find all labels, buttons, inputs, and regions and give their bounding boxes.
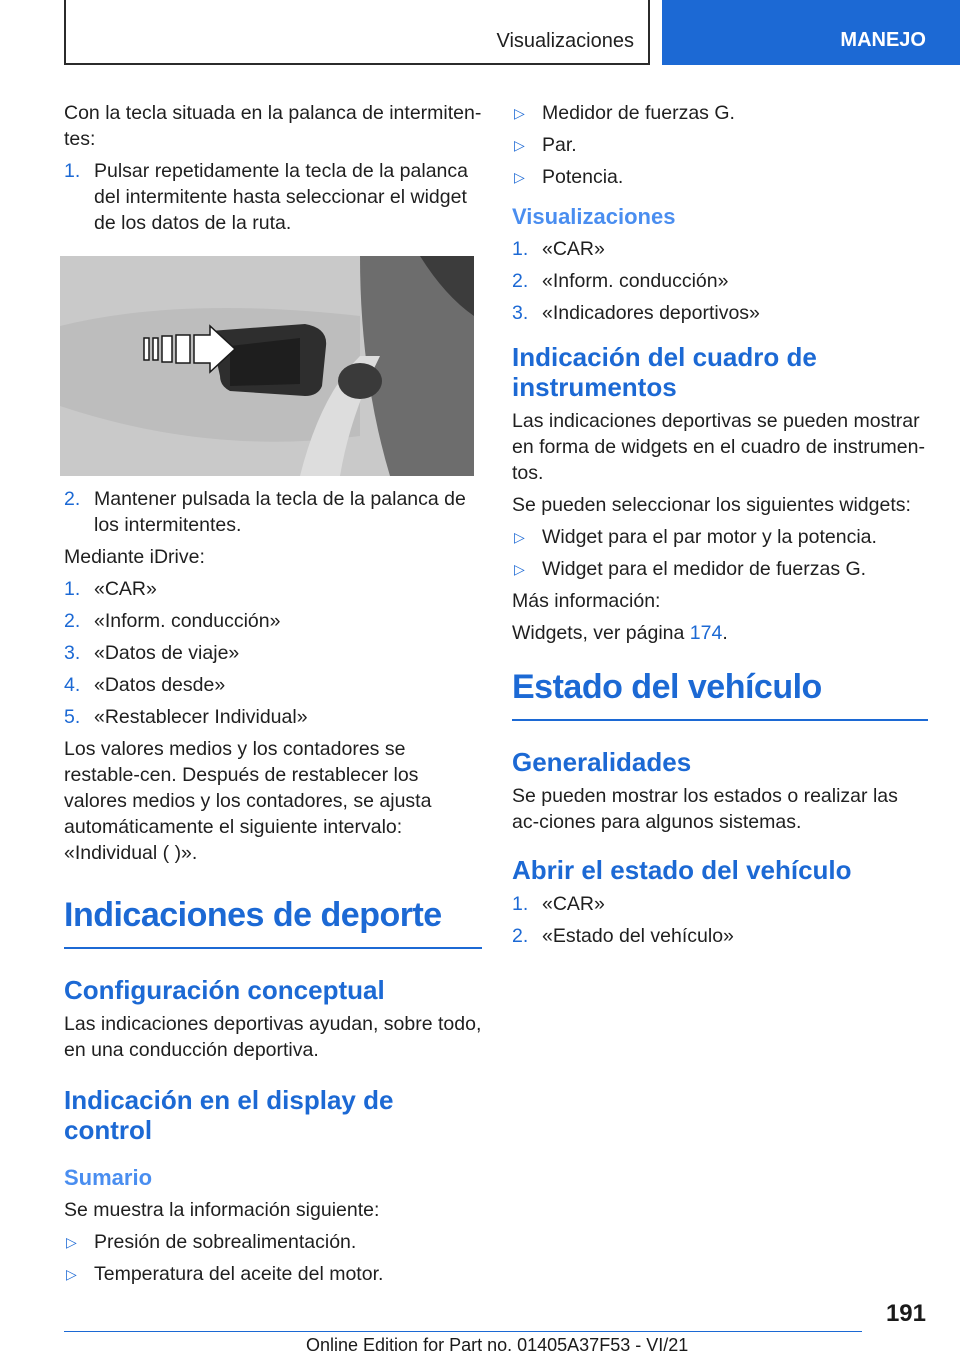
views-steps-list (512, 236, 928, 326)
heading-control-display: Indicación en el display de control (64, 1085, 394, 1145)
header-section-box (64, 0, 650, 65)
intro-text: Con la tecla situada en la palanca de intermiten‐tes: (64, 102, 482, 150)
list-item (512, 268, 928, 294)
widgets-label: Se pueden seleccionar los siguientes widgets: (512, 494, 911, 516)
step-number: 1. (64, 578, 81, 600)
footer-divider (64, 1331, 862, 1332)
steps-list-b (64, 486, 482, 538)
step-text: «Datos de viaje» (94, 642, 240, 664)
step-text: «Indicadores deportivos» (542, 302, 760, 324)
step-text: «Estado del vehículo» (542, 925, 734, 947)
step-number: 4. (64, 674, 81, 696)
item-text: Presión de sobrealimentación. (94, 1231, 357, 1253)
list-item (512, 891, 928, 917)
list-item (512, 524, 928, 550)
step-text: «Inform. conducción» (542, 270, 729, 292)
concept-text: Las indicaciones deportivas ayudan, sobre todo, en una conducción deportiva. (64, 1013, 482, 1061)
triangle-bullet-icon: ▷ (514, 137, 525, 153)
heading-summary: Sumario (64, 1165, 153, 1190)
header-chapter-label: MANEJO (840, 29, 926, 51)
item-text: Widget para el medidor de fuerzas G. (542, 558, 867, 580)
step-text: Pulsar repetidamente la tecla de la palanca del intermitente hasta seleccionar el widget de los datos de la ruta. (94, 160, 468, 234)
triangle-bullet-icon: ▷ (514, 169, 525, 185)
heading-vehicle-status: Estado del vehículo (512, 668, 928, 721)
item-text: Potencia. (542, 166, 624, 188)
list-item (512, 100, 928, 126)
widgets-reference (512, 620, 928, 646)
step-number: 3. (64, 642, 81, 664)
cluster-text: Las indicaciones deportivas se pueden mostrar en forma de widgets en el cuadro de instrumen‐tos. (512, 410, 925, 484)
header-section-title: Visualizaciones (496, 30, 634, 52)
triangle-bullet-icon: ▷ (514, 561, 525, 577)
list-item (512, 556, 928, 582)
list-item (512, 164, 928, 190)
summary-list-cont (512, 100, 928, 190)
idrive-label: Mediante iDrive: (64, 546, 205, 568)
list-item (64, 704, 482, 730)
heading-concept: Configuración conceptual (64, 975, 385, 1005)
list-item (64, 672, 482, 698)
heading-views: Visualizaciones (512, 204, 676, 229)
idrive-steps-list (64, 576, 482, 730)
triangle-bullet-icon: ▷ (66, 1266, 77, 1282)
item-text: Par. (542, 134, 577, 156)
list-item (64, 486, 482, 538)
heading-open-status: Abrir el estado del vehículo (512, 855, 852, 885)
heading-general: Generalidades (512, 747, 692, 777)
page-number: 191 (885, 1300, 926, 1327)
item-text: Widget para el par motor y la potencia. (542, 526, 877, 548)
widgets-list (512, 524, 928, 582)
list-item (64, 1229, 482, 1255)
edition-text: Online Edition for Part no. 01405A37F53 - VI/21 (306, 1335, 689, 1355)
turn-signal-lever-illustration (60, 256, 474, 476)
step-number: 1. (64, 160, 81, 182)
reference-end: . (722, 622, 728, 644)
triangle-bullet-icon: ▷ (66, 1234, 77, 1250)
header-chapter-tab (662, 0, 960, 65)
more-info-label: Más información: (512, 590, 661, 612)
list-item (512, 300, 928, 326)
list-item (512, 236, 928, 262)
list-item (64, 1261, 482, 1287)
list-item (64, 158, 482, 236)
triangle-bullet-icon: ▷ (514, 529, 525, 545)
list-item (512, 923, 928, 949)
step-number: 5. (64, 706, 81, 728)
reset-text: Los valores medios y los contadores se restable‐cen. Después de restablecer los valores medios y los contadores, se ajusta automáticamente el siguiente intervalo: «Individual ( )». (64, 738, 432, 864)
lever-illustration-svg (60, 256, 474, 476)
list-item (64, 576, 482, 602)
heading-instrument-cluster: Indicación del cuadro de instrumentos (512, 342, 817, 402)
open-steps-list (512, 891, 928, 949)
summary-text: Se muestra la información siguiente: (64, 1199, 380, 1221)
step-number: 3. (512, 302, 529, 324)
list-item (64, 608, 482, 634)
step-number: 2. (512, 925, 529, 947)
step-text: «Inform. conducción» (94, 610, 281, 632)
step-text: «CAR» (542, 238, 605, 260)
page-reference-link[interactable]: 174 (689, 622, 723, 644)
list-item (512, 132, 928, 158)
general-text: Se pueden mostrar los estados o realizar las ac‐ciones para algunos sistemas. (512, 785, 898, 833)
summary-list (64, 1229, 482, 1287)
step-number: 1. (512, 238, 529, 260)
step-number: 2. (64, 488, 81, 510)
step-text: «CAR» (542, 893, 605, 915)
step-number: 2. (512, 270, 529, 292)
item-text: Medidor de fuerzas G. (542, 102, 735, 124)
right-column (512, 100, 928, 955)
heading-sport-displays: Indicaciones de deporte (64, 896, 482, 949)
list-item (64, 640, 482, 666)
step-text: «Restablecer Individual» (94, 706, 308, 728)
step-text: «CAR» (94, 578, 157, 600)
item-text: Temperatura del aceite del motor. (94, 1263, 384, 1285)
step-text: Mantener pulsada la tecla de la palanca de los intermitentes. (94, 488, 466, 536)
step-number: 1. (512, 893, 529, 915)
triangle-bullet-icon: ▷ (514, 105, 525, 121)
steps-list-a (64, 158, 482, 236)
step-number: 2. (64, 610, 81, 632)
step-text: «Datos desde» (94, 674, 226, 696)
left-column (64, 100, 482, 1293)
reference-text: Widgets, ver página (512, 622, 690, 644)
